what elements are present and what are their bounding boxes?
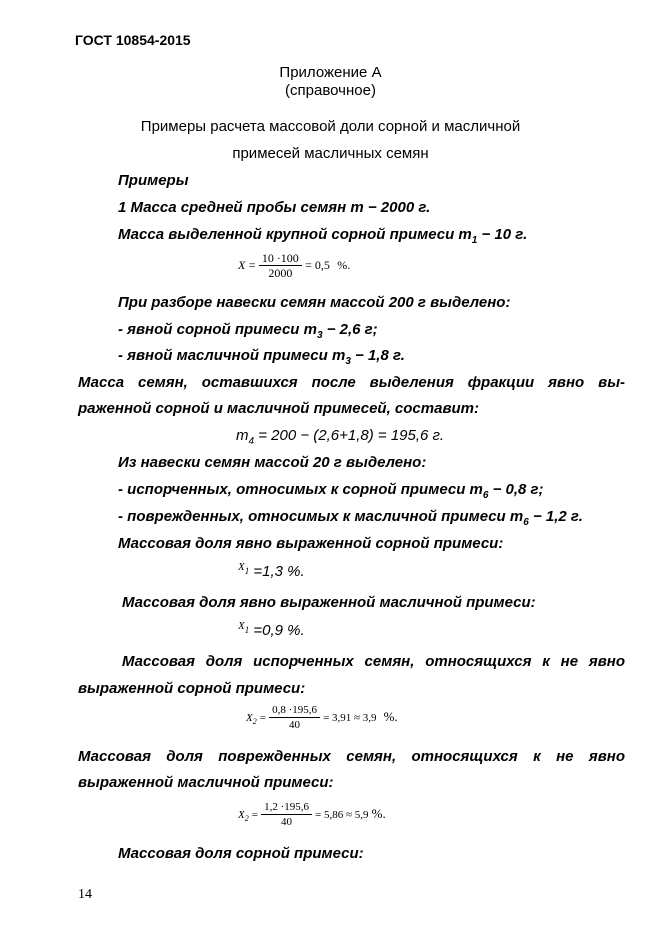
damaged-fraction-heading-line-1: Массовая доля поврежденных семян, относящихся к не явно	[78, 748, 625, 765]
analysis-20g-line: Из навески семян массой 20 г выделено:	[118, 454, 427, 471]
formula-x2-spoiled: $X_2$ = $\frac{0,8 \cdot 195,6}{40}$ = 3,91 ≈ 3,9 %.	[246, 704, 398, 731]
formula-x1-oil: $^X_1$ =0,9 %.	[238, 620, 305, 639]
appendix-heading-line-2: примесей масличных семян	[232, 145, 429, 162]
damaged-seeds-line: - поврежденных, относимых к масличной примеси $m_6 - 1,2$ г.	[118, 508, 583, 528]
analysis-200g-line: При разборе навески семян массой 200 г выделено:	[118, 294, 511, 311]
formula-m4: $m_4 = 200 - (2,6+1,8) = 195,6$ г.	[236, 427, 445, 447]
coarse-impurity-line: Масса выделенной крупной сорной примеси $m_1 - 10$ г.	[118, 226, 528, 246]
spoiled-fraction-heading-line-1: Массовая доля испорченных семян, относящихся к не явно	[122, 653, 625, 670]
weed-impurity-line: - явной сорной примеси $m_3 - 2,6$ г;	[118, 321, 378, 341]
formula-x-coarse: X = $\frac{10 \cdot 100}{2000}$ = 0,5 %.	[238, 251, 351, 280]
document-code: ГОСТ 10854-2015	[75, 32, 191, 48]
page-number: 14	[78, 887, 92, 902]
explicit-oil-fraction-heading: Массовая доля явно выраженной масличной примеси:	[122, 594, 536, 611]
damaged-fraction-heading-line-2: выраженной масличной примеси:	[78, 774, 334, 791]
remaining-mass-line-1: Масса семян, оставшихся после выделения фракции явно вы-	[78, 374, 625, 391]
oil-impurity-line: - явной масличной примеси $m_3 - 1,8$ г.	[118, 347, 405, 367]
spoiled-fraction-heading-line-2: выраженной сорной примеси:	[78, 680, 306, 697]
sample-mass-line: 1 Масса средней пробы семян m − 2000 г.	[118, 199, 431, 216]
spoiled-seeds-line: - испорченных, относимых к сорной примеси $m_6 - 0,8$ г;	[118, 481, 544, 501]
appendix-title: Приложение А	[279, 64, 382, 81]
weed-fraction-heading: Массовая доля сорной примеси:	[118, 845, 364, 862]
remaining-mass-line-2: раженной сорной и масличной примесей, составит:	[78, 400, 480, 417]
appendix-subtitle: (справочное)	[285, 82, 376, 99]
appendix-heading-line-1: Примеры расчета массовой доли сорной и масличной	[140, 118, 521, 135]
formula-x1-weed: $^X_1$ =1,3 %.	[238, 561, 305, 580]
examples-label: Примеры	[118, 172, 189, 189]
explicit-weed-fraction-heading: Массовая доля явно выраженной сорной примеси:	[118, 535, 504, 552]
formula-x2-damaged: $X_2$ = $\frac{1,2 \cdot 195,6}{40}$ = 5,86 ≈ 5,9 %.	[238, 801, 386, 828]
